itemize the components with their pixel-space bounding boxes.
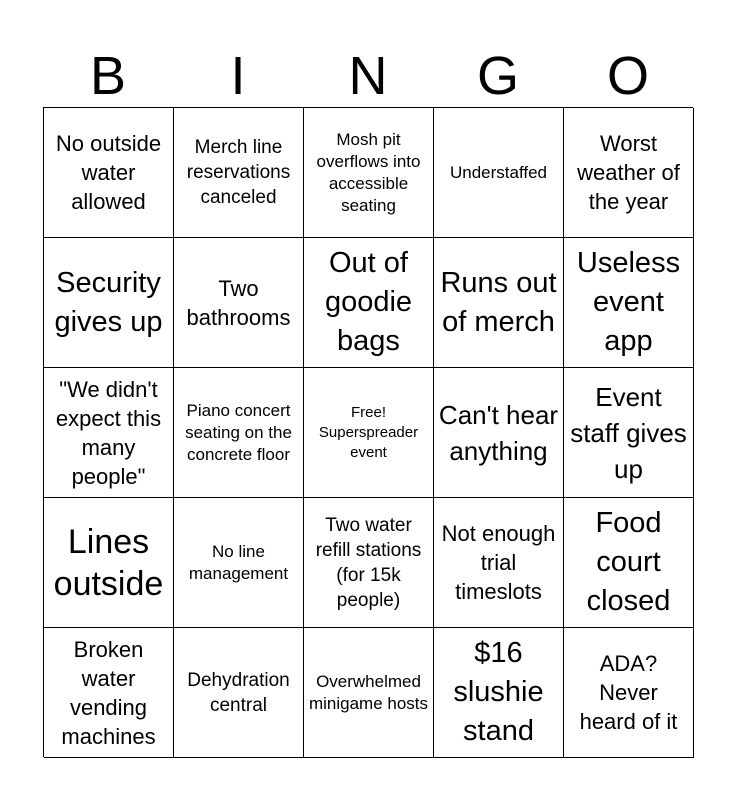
bingo-header: [43, 44, 693, 108]
bingo-cell-text: Two water refill stations (for 15k people): [315, 514, 422, 611]
bingo-cell[interactable]: [564, 498, 694, 628]
header-letter-n: N: [348, 46, 388, 106]
header-letter-i: I: [230, 46, 246, 106]
bingo-cell-text: ADA? Never heard of it: [579, 651, 678, 734]
bingo-cell[interactable]: [174, 628, 304, 758]
bingo-cell[interactable]: [174, 368, 304, 498]
bingo-cell[interactable]: [174, 238, 304, 368]
header-letter-g: G: [476, 46, 519, 106]
bingo-cell[interactable]: [304, 368, 434, 498]
bingo-cell-text: $16 slushie stand: [453, 637, 544, 747]
bingo-cell-text: Worst weather of the year: [577, 131, 680, 214]
bingo-cell-text: Merch line reservations canceled: [186, 137, 291, 208]
bingo-cell[interactable]: [434, 498, 564, 628]
bingo-board: [43, 107, 693, 757]
bingo-cell[interactable]: [304, 498, 434, 628]
bingo-cell[interactable]: [44, 628, 174, 758]
bingo-cell-text: Overwhelmed minigame hosts: [308, 671, 429, 713]
bingo-cell-text: Broken water vending machines: [61, 636, 156, 749]
bingo-cell[interactable]: [44, 108, 174, 238]
bingo-cell-text: Free! Superspreader event: [318, 403, 419, 461]
bingo-cell[interactable]: [434, 368, 564, 498]
bingo-cell[interactable]: [434, 628, 564, 758]
bingo-cell[interactable]: [44, 238, 174, 368]
bingo-cell-text: No outside water allowed: [55, 131, 162, 214]
bingo-cell[interactable]: [564, 238, 694, 368]
bingo-cell-text: Can't hear anything: [438, 399, 559, 466]
bingo-cell-text: Piano concert seating on the concrete floor: [185, 400, 292, 464]
bingo-cell-text: Food court closed: [586, 507, 671, 617]
header-letter-o: O: [606, 46, 649, 106]
bingo-cell-text: Dehydration central: [187, 669, 290, 716]
bingo-cell-text: Security gives up: [54, 266, 163, 338]
bingo-cell[interactable]: [174, 108, 304, 238]
bingo-cell[interactable]: [564, 628, 694, 758]
bingo-cell-text: No line management: [188, 541, 289, 583]
bingo-cell-text: Event staff gives up: [570, 381, 687, 484]
bingo-cell[interactable]: [304, 238, 434, 368]
bingo-cell[interactable]: [564, 368, 694, 498]
bingo-cell-text: Out of goodie bags: [324, 247, 413, 357]
bingo-cell[interactable]: [304, 108, 434, 238]
bingo-cell[interactable]: [434, 238, 564, 368]
bingo-cell-text: Mosh pit overflows into accessible seating: [316, 129, 421, 215]
bingo-cell[interactable]: [44, 368, 174, 498]
bingo-cell-text: "We didn't expect this many people": [55, 376, 162, 489]
bingo-cell[interactable]: [304, 628, 434, 758]
bingo-cell-text: Understaffed: [449, 162, 548, 182]
bingo-cell[interactable]: [174, 498, 304, 628]
bingo-cell-text: Lines outside: [53, 522, 164, 603]
bingo-cell[interactable]: [434, 108, 564, 238]
header-letter-b: B: [89, 46, 127, 106]
bingo-cell-text: Not enough trial timeslots: [441, 521, 556, 604]
bingo-cell-text: Useless event app: [576, 247, 681, 357]
bingo-cell-text: Two bathrooms: [186, 275, 291, 330]
bingo-cell-text: Runs out of merch: [440, 266, 557, 338]
bingo-cell[interactable]: [564, 108, 694, 238]
bingo-cell[interactable]: [44, 498, 174, 628]
